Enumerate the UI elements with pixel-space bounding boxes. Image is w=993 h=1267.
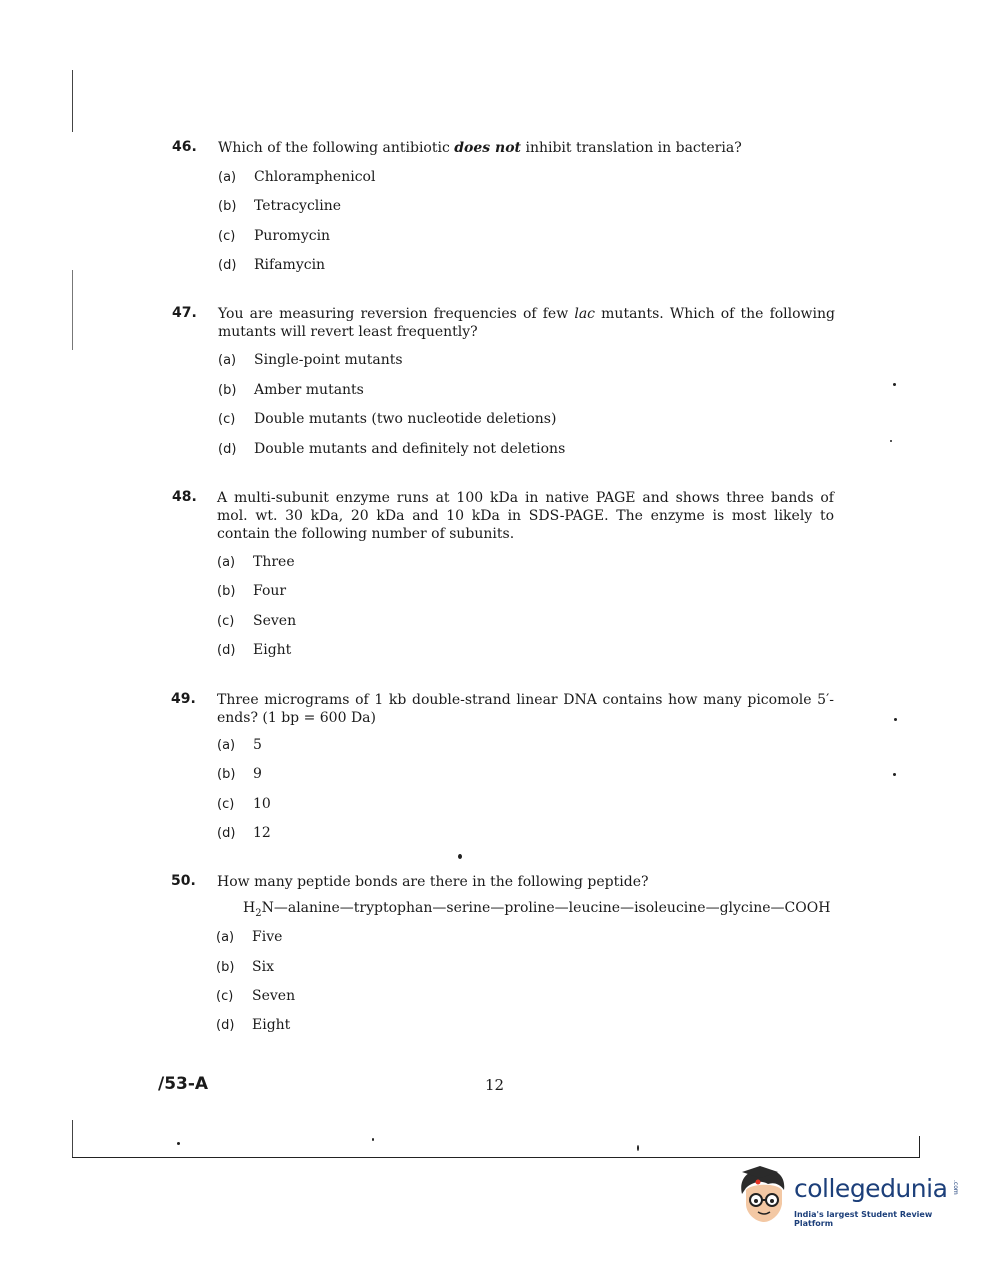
brand-name: collegedunia [794, 1174, 948, 1203]
scan-speck [893, 383, 896, 386]
question-number: 48. [172, 489, 197, 505]
scan-edge-line [919, 1136, 920, 1158]
question-text: Which of the following antibiotic does not inhibit translation in bacteria? [218, 140, 742, 156]
scan-speck [890, 440, 892, 442]
scan-edge-line [72, 270, 73, 350]
question-number: 46. [172, 139, 197, 155]
option-c: (c) Double mutants (two nucleotide deletions) [218, 411, 557, 427]
option-d: (d) Eight [217, 642, 292, 658]
option-c: (c) 10 [217, 796, 271, 812]
option-b: (b) Tetracycline [218, 198, 342, 214]
question-text: Three micrograms of 1 kb double-strand linear DNA contains how many picomole 5′-ends? (1 bp = 600 Da) [217, 692, 834, 726]
scan-edge-line [72, 1120, 73, 1158]
option-b: (b) Amber mutants [218, 382, 364, 398]
option-a: (a) Chloramphenicol [218, 169, 376, 185]
option-c: (c) Seven [217, 613, 297, 629]
option-a: (a) Five [216, 929, 283, 945]
option-a: (a) 5 [217, 737, 262, 753]
option-d: (d) 12 [217, 825, 271, 841]
option-b: (b) Four [217, 583, 287, 599]
option-d: (d) Eight [216, 1017, 291, 1033]
scan-speck [893, 773, 896, 776]
scan-edge-line [72, 70, 73, 132]
option-d: (d) Double mutants and definitely not deletions [218, 441, 566, 457]
page-number: 12 [485, 1076, 505, 1094]
option-c: (c) Seven [216, 988, 296, 1004]
peptide-formula: $H_2N—alanine—tryptophan—serine—proline—leucine—isoleucine—glycine—COOH$ [243, 900, 831, 919]
page-bottom-rule [72, 1157, 920, 1158]
scan-speck [894, 718, 897, 721]
option-a: (a) Three [217, 554, 295, 570]
brand-domain: .com [952, 1180, 959, 1195]
brand-tagline: India's largest Student Review Platform [794, 1210, 933, 1228]
question-text: You are measuring reversion frequencies of few lac mutants. Which of the following mutants will revert least frequently? [218, 306, 835, 340]
scan-speck [372, 1138, 374, 1141]
option-d: (d) Rifamycin [218, 257, 326, 273]
question-number: 49. [171, 691, 196, 707]
question-text: A multi-subunit enzyme runs at 100 kDa in native PAGE and shows three bands of mol. wt. 30 kDa, 20 kDa and 10 kDa in SDS-PAGE. The enzyme is most likely to contain the following number of subunits. [217, 490, 834, 542]
option-b: (b) Six [216, 959, 274, 975]
option-b: (b) 9 [217, 766, 262, 782]
scan-speck [458, 854, 462, 859]
scan-speck [177, 1142, 180, 1145]
collegedunia-logo [736, 1164, 966, 1228]
booklet-code: /53-A [158, 1074, 209, 1094]
question-number: 50. [171, 873, 196, 889]
student-mascot-icon [736, 1164, 792, 1226]
option-a: (a) Single-point mutants [218, 352, 403, 368]
question-number: 47. [172, 305, 197, 321]
question-text: How many peptide bonds are there in the following peptide? [217, 874, 649, 890]
scan-speck [637, 1145, 639, 1151]
option-c: (c) Puromycin [218, 228, 331, 244]
